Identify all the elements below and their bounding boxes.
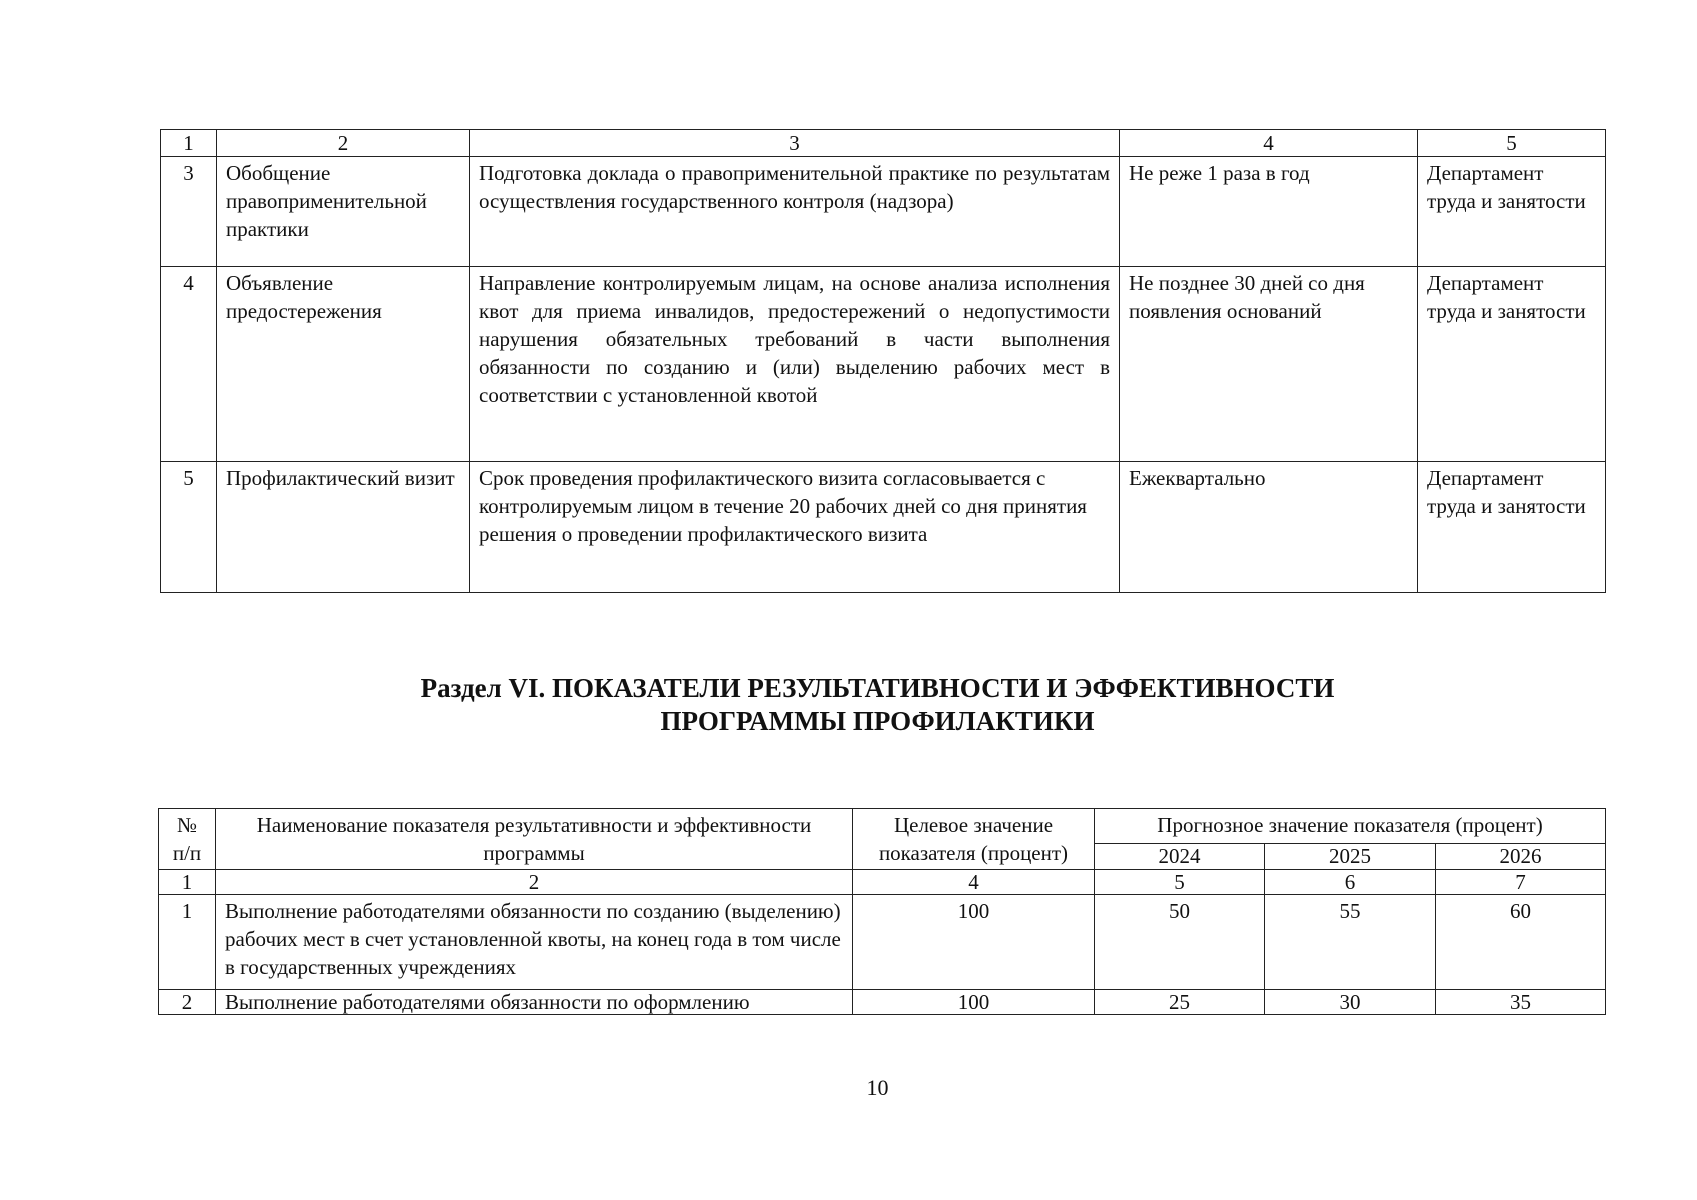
row-number: 5	[161, 462, 217, 593]
row-number: 2	[159, 990, 216, 1015]
measure-responsible: Департамент труда и занятости	[1418, 462, 1606, 593]
section-title-line-2: ПРОГРАММЫ ПРОФИЛАКТИКИ	[660, 706, 1095, 736]
forecast-2024: 25	[1095, 990, 1265, 1015]
target-value: 100	[853, 990, 1095, 1015]
forecast-2025: 55	[1265, 895, 1436, 990]
column-number: 4	[853, 870, 1095, 895]
header-target-value: Целевое значение показателя (процент)	[853, 809, 1095, 870]
table-row	[161, 267, 1606, 462]
measure-description: Подготовка доклада о правоприменительной практике по результатам осуществления государственного контроля (надзора)	[470, 157, 1120, 267]
header-year-2026: 2026	[1436, 843, 1606, 869]
header-year-2024: 2024	[1095, 843, 1265, 869]
header-year-2025: 2025	[1265, 843, 1436, 869]
measure-name: Объявление предостережения	[217, 267, 470, 462]
measure-responsible: Департамент труда и занятости	[1418, 157, 1606, 267]
forecast-2025: 30	[1265, 990, 1436, 1015]
table-row	[159, 895, 1606, 990]
forecast-2026: 35	[1436, 990, 1606, 1015]
measure-name: Профилактический визит	[217, 462, 470, 593]
table-row	[161, 462, 1606, 593]
column-number: 6	[1265, 870, 1436, 895]
column-number-1: 1	[161, 130, 217, 157]
forecast-2026: 60	[1436, 895, 1606, 990]
row-number: 3	[161, 157, 217, 267]
column-numbers-row	[159, 870, 1606, 895]
table-header-row	[161, 130, 1606, 157]
section-title	[0, 672, 1697, 738]
column-number-2: 2	[217, 130, 470, 157]
measure-term: Не позднее 30 дней со дня появления оснований	[1120, 267, 1418, 462]
target-value: 100	[853, 895, 1095, 990]
measure-description: Направление контролируемым лицам, на основе анализа исполнения квот для приема инвалидов, предостережений о недопустимости нарушения обязательных требований в части выполнения обязанности по созданию и (или) выделению рабочих мест в соответствии с установленной квотой	[470, 267, 1120, 462]
forecast-2024: 50	[1095, 895, 1265, 990]
column-number: 7	[1436, 870, 1606, 895]
column-number-4: 4	[1120, 130, 1418, 157]
prevention-measures-table	[160, 129, 1606, 593]
column-number: 2	[216, 870, 853, 895]
header-forecast-value: Прогнозное значение показателя (процент)	[1095, 809, 1606, 844]
table-header-row	[159, 809, 1606, 844]
header-number: № п/п	[159, 809, 216, 870]
page-number: 10	[866, 1075, 889, 1100]
measure-term: Ежеквартально	[1120, 462, 1418, 593]
indicator-name: Выполнение работодателями обязанности по оформлению	[216, 990, 853, 1015]
column-number: 5	[1095, 870, 1265, 895]
column-number-3: 3	[470, 130, 1120, 157]
column-number-5: 5	[1418, 130, 1606, 157]
measure-responsible: Департамент труда и занятости	[1418, 267, 1606, 462]
row-number: 4	[161, 267, 217, 462]
indicators-table	[158, 808, 1606, 1015]
header-indicator-name: Наименование показателя результативности и эффективности программы	[216, 809, 853, 870]
measure-term: Не реже 1 раза в год	[1120, 157, 1418, 267]
indicator-name: Выполнение работодателями обязанности по созданию (выделению) рабочих мест в счет установленной квоты, на конец года в том числе в государственных учреждениях	[216, 895, 853, 990]
row-number: 1	[159, 895, 216, 990]
table-row	[161, 157, 1606, 267]
measure-description: Срок проведения профилактического визита согласовывается с контролируемым лицом в течение 20 рабочих дней со дня принятия решения о проведении профилактического визита	[470, 462, 1120, 593]
table-row	[159, 990, 1606, 1015]
section-title-line-1: Раздел VI. ПОКАЗАТЕЛИ РЕЗУЛЬТАТИВНОСТИ И ЭФФЕКТИВНОСТИ	[420, 673, 1335, 703]
column-number: 1	[159, 870, 216, 895]
measure-name: Обобщение правоприменительной практики	[217, 157, 470, 267]
